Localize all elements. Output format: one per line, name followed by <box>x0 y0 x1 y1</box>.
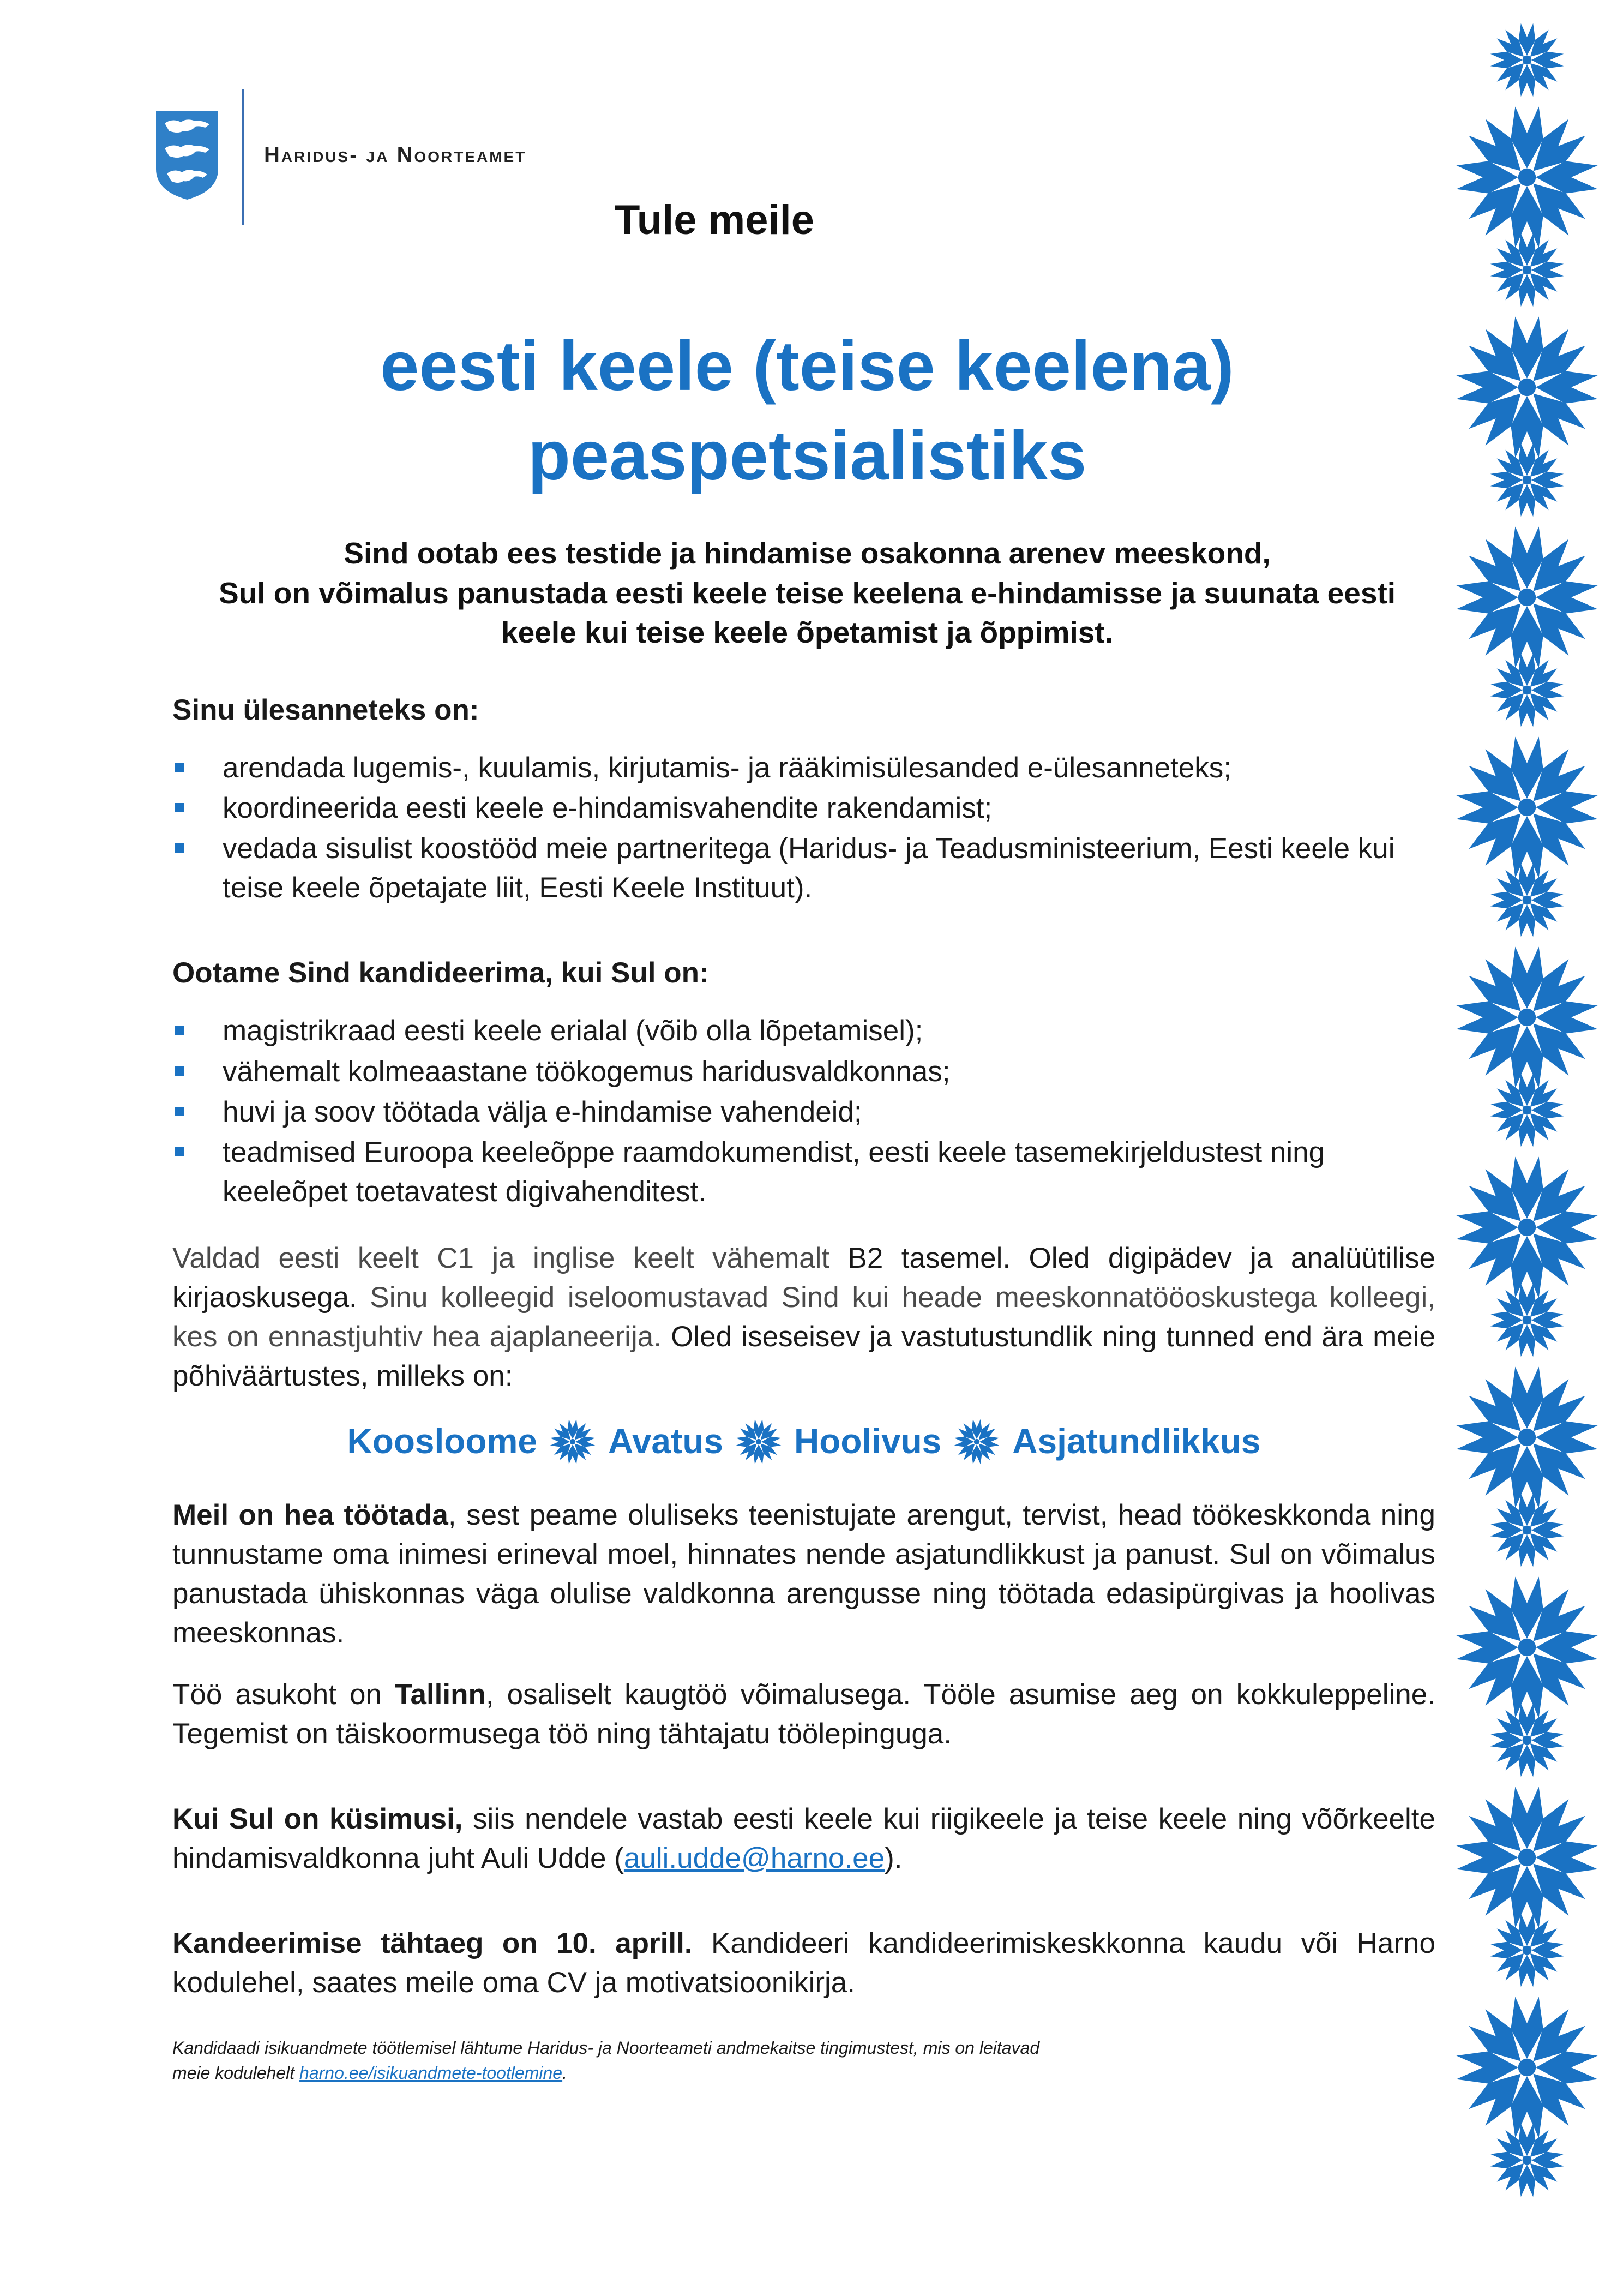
list-item: huvi ja soov töötada välja e-hindamise vahendeid; <box>172 1093 1435 1132</box>
eight-point-star-icon <box>1489 442 1565 518</box>
job-title-line-1: eesti keele (teise keelena) <box>380 327 1234 405</box>
job-title <box>175 322 1440 501</box>
eight-point-star-icon <box>1453 1574 1601 1721</box>
location-city: Tallinn <box>395 1678 486 1711</box>
ornament-column <box>1462 0 1623 2296</box>
coat-of-arms-icon <box>154 109 220 202</box>
intro <box>175 533 1440 652</box>
location-paragraph <box>172 1675 1435 1754</box>
privacy-line-1: Kandidaadi isikuandmete töötlemisel lähtume Haridus- ja Noorteameti andmekaitse tingimustest, mis on leitavad <box>172 2037 1040 2058</box>
workplace-paragraph <box>172 1496 1435 1653</box>
eight-point-star-icon <box>1489 1702 1565 1778</box>
eight-point-star-icon <box>1453 1994 1601 2141</box>
eight-point-star-icon <box>1489 1282 1565 1358</box>
eight-point-star-icon <box>1489 862 1565 938</box>
contact-email-link[interactable]: auli.udde@harno.ee <box>623 1842 885 1874</box>
eight-point-star-icon <box>1453 314 1601 461</box>
workplace-text: , sest peame oluliseks teenistujate arengut, tervist, head töökeskkonda ning tunnustame oma inimesi erineval moel, hinnates nende asjatundlikkust ja panust. Sul on võimalus panustada ühiskonnas väga olulise valdkonna arengusse ning töötada edasipürgivas ja hoolivas meeskonnas. <box>172 1499 1436 1650</box>
profile-text-1: Valdad eesti keelt C1 ja inglise keelt vähemalt <box>172 1242 848 1274</box>
eight-point-star-icon <box>1489 1492 1565 1568</box>
deadline-paragraph <box>172 1924 1435 2003</box>
logo-divider <box>242 89 244 225</box>
eight-point-star-icon <box>1453 1784 1601 1931</box>
eight-point-star-icon <box>1489 1072 1565 1148</box>
eight-point-star-icon <box>953 1418 1000 1465</box>
profile-text-2: B2 tasemel. Oled digipädev ja analüütilise kirjaoskusega. <box>172 1242 1436 1314</box>
contact-text: siis nendele vastab eesti keele kui riigikeele ja teise keele ning võõrkeelte hindamisvaldkonna juht Auli Udde ( <box>172 1802 1436 1874</box>
profile-paragraph <box>172 1239 1435 1396</box>
agency-name: Haridus- ja Noorteamet <box>264 143 527 167</box>
eight-point-star-icon <box>1453 524 1601 671</box>
privacy-note <box>172 2035 1435 2086</box>
eight-point-star-icon <box>1453 104 1601 251</box>
value-label: Asjatundlikkus <box>1012 1422 1261 1461</box>
list-item: teadmised Euroopa keeleõppe raamdokumendist, eesti keele tasemekirjeldustest ning keeleõpet toetavatest digivahenditest. <box>172 1133 1435 1212</box>
eight-point-star-icon <box>1489 232 1565 308</box>
requirements-list <box>172 1011 1435 1211</box>
intro-line-1: Sind ootab ees testide ja hindamise osakonna arenev meeskond, <box>344 536 1271 570</box>
list-item: arendada lugemis-, kuulamis, kirjutamis- ja rääkimisülesanded e-ülesanneteks; <box>172 748 1435 788</box>
contact-paragraph <box>172 1800 1435 1878</box>
pre-title: Tule meile <box>614 197 815 243</box>
value-label: Hoolivus <box>794 1422 942 1461</box>
intro-line-2: Sul on võimalus panustada eesti keele teise keelena e-hindamisse ja suunata eesti <box>218 576 1396 610</box>
body-content <box>172 691 1435 2086</box>
eight-point-star-icon <box>1489 22 1565 98</box>
profile-text-3: Sinu kolleegid iseloomustavad Sind kui heade meeskonnatööoskustega kolleegi, kes on ennastjuhtiv hea ajaplaneerija. <box>172 1281 1435 1353</box>
list-item: magistrikraad eesti keele erialal (võib olla lõpetamisel); <box>172 1011 1435 1051</box>
eight-point-star-icon <box>1453 1364 1601 1511</box>
location-pre: Töö asukoht on <box>172 1678 395 1711</box>
requirements-heading: Ootame Sind kandideerima, kui Sul on: <box>172 957 709 990</box>
value-label: Koosloome <box>347 1422 537 1461</box>
tasks-heading: Sinu ülesanneteks on: <box>172 694 479 726</box>
eight-point-star-icon <box>1453 734 1601 881</box>
privacy-link[interactable]: harno.ee/isikuandmete-tootlemine <box>299 2063 563 2083</box>
list-item: vedada sisulist koostööd meie partneritega (Haridus- ja Teadusministeerium, Eesti keele kui teise keele õpetajate liit, Eesti Keele Instituut). <box>172 829 1435 908</box>
privacy-pre: meie kodulehelt <box>172 2063 300 2083</box>
value-label: Avatus <box>608 1422 724 1461</box>
eight-point-star-icon <box>549 1418 596 1465</box>
list-item: koordineerida eesti keele e-hindamisvahendite rakendamist; <box>172 789 1435 828</box>
location-text: , osaliselt kaugtöö võimalusega. Tööle asumise aeg on kokkuleppeline. Tegemist on täiskoormusega töö ning tähtajatu töölepinguga. <box>172 1678 1435 1750</box>
contact-close: ). <box>885 1842 903 1874</box>
job-title-line-2: peaspetsialistiks <box>527 416 1087 495</box>
deadline-bold: Kandeerimise tähtaeg on 10. aprill. <box>172 1927 693 1959</box>
eight-point-star-icon <box>1453 1154 1601 1301</box>
profile-text-4: Oled iseseisev ja vastutustundlik ning tunned end ära meie põhiväärtustes, milleks on: <box>172 1321 1435 1393</box>
tasks-list <box>172 748 1435 908</box>
eight-point-star-icon <box>1489 1912 1565 1988</box>
intro-line-3: keele kui teise keele õpetamist ja õppimist. <box>501 615 1113 650</box>
eight-point-star-icon <box>1489 652 1565 728</box>
core-values <box>172 1418 1435 1465</box>
eight-point-star-icon <box>1489 2122 1565 2198</box>
privacy-post: . <box>562 2063 567 2083</box>
contact-bold: Kui Sul on küsimusi, <box>172 1802 463 1835</box>
deadline-text: Kandideeri kandideerimiskeskkonna kaudu või Harno kodulehel, saates meile oma CV ja motivatsioonikirja. <box>172 1927 1435 1999</box>
workplace-bold: Meil on hea töötada <box>172 1499 448 1532</box>
eight-point-star-icon <box>1453 944 1601 1091</box>
eight-point-star-icon <box>735 1418 782 1465</box>
list-item: vähemalt kolmeaastane töökogemus haridusvaldkonnas; <box>172 1052 1435 1092</box>
